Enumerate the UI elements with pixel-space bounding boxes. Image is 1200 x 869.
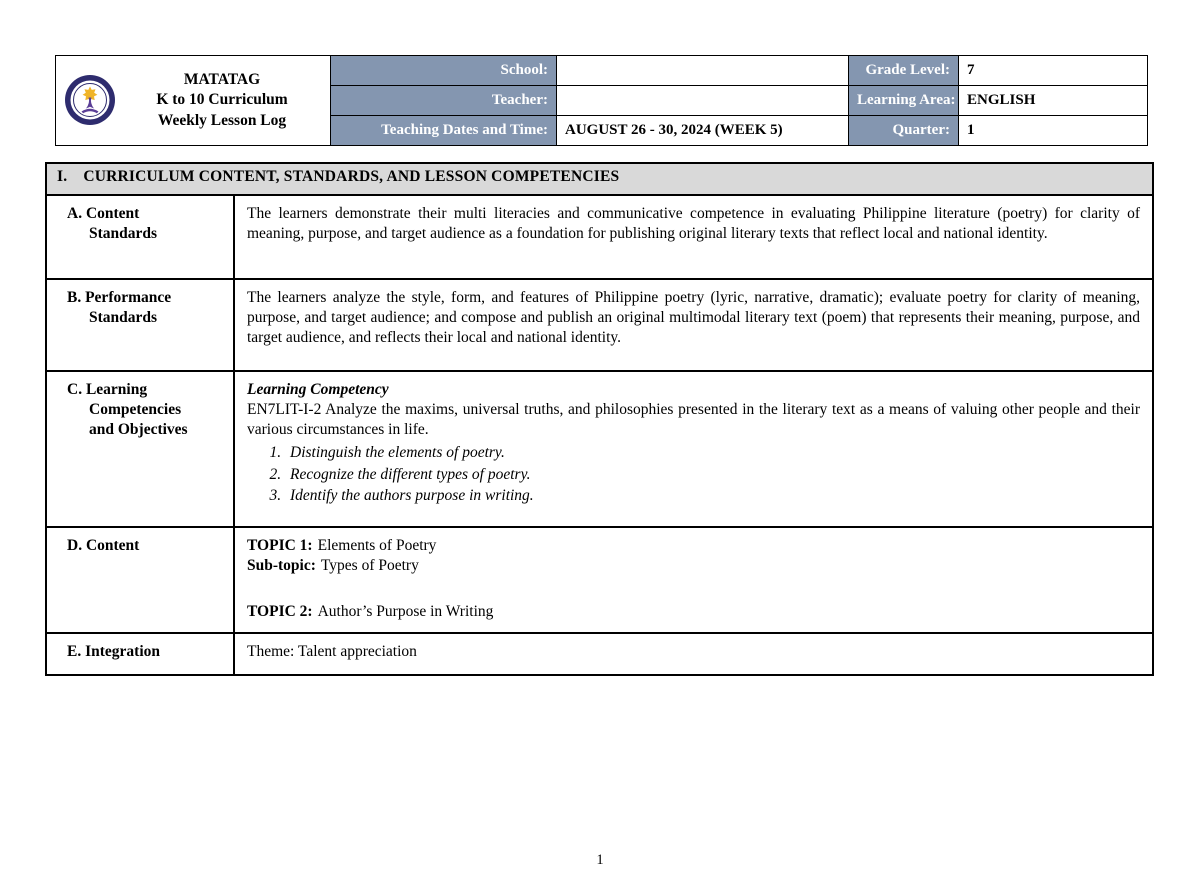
integration-body: Theme: Talent appreciation [234,633,1153,675]
row-learning-competencies [46,371,1153,527]
section-numeral: I. [57,168,68,185]
header-table [55,55,1148,146]
topic1-line [247,536,1140,556]
section-title-text: CURRICULUM CONTENT, STANDARDS, AND LESSON COMPETENCIES [83,168,620,185]
content-standards-label: A. Content Standards [46,195,234,279]
objective-item: 1. Distinguish the elements of poetry. [285,443,1140,463]
teaching-dates-label: Teaching Dates and Time: [331,116,557,146]
school-value [557,56,849,86]
subtopic-line [247,556,1140,576]
row-content [46,527,1153,633]
learning-area-value: ENGLISH [959,86,1148,116]
topic2-value: Author’s Purpose in Writing [317,603,494,621]
content-body [234,527,1153,633]
topic1-value: Elements of Poetry [317,537,437,554]
page-number: 1 [596,852,604,868]
topic2-label: TOPIC 2: [247,603,313,621]
header-row-school [56,56,1148,86]
topic1-label: TOPIC 1: [247,537,313,554]
quarter-label: Quarter: [849,116,959,146]
subtopic-value: Types of Poetry [320,557,419,575]
objective-item: 3. Identify the authors purpose in writing. [285,486,1140,506]
learning-competencies-body [234,371,1153,527]
performance-standards-body: The learners analyze the style, form, and features of Philippine poetry (lyric, narrative, dramatic); evaluate poetry for clarity of meaning, purpose, and target audience; and compose and publish an original multimodal literary text (poem) that represents their meaning, purpose, and target audience, and reflects their local and national identity. [234,279,1153,371]
brand-text [122,70,322,131]
section-header-row [46,163,1153,195]
learning-competencies-label: C. Learning Competencies and Objectives [46,371,234,527]
learning-competency-heading: Learning Competency [247,381,389,398]
quarter-value: 1 [959,116,1148,146]
row-content-standards [46,195,1153,279]
learning-area-label: Learning Area: [849,86,959,116]
teacher-value [557,86,849,116]
brand-doctype: Weekly Lesson Log [157,111,287,129]
learning-competency-text: EN7LIT-I-2 Analyze the maxims, universal truths, and philosophies presented in the literary text as a means of valuing other people and their various circumstances in life. [247,401,1141,439]
row-performance-standards [46,279,1153,371]
subtopic-label: Sub-topic: [247,557,316,575]
content-label: D. Content [46,527,234,633]
deped-seal-icon [64,74,116,126]
objective-item: 2. Recognize the different types of poetry. [285,465,1140,485]
brand-curriculum: K to 10 Curriculum [156,91,288,109]
performance-standards-label: B. Performance Standards [46,279,234,371]
teacher-label: Teacher: [331,86,557,116]
grade-level-label: Grade Level: [849,56,959,86]
curriculum-table [45,162,1154,676]
brand-cell [56,56,331,146]
objectives-list [257,443,1140,505]
row-integration [46,633,1153,675]
topic2-line [247,602,1140,622]
school-label: School: [331,56,557,86]
content-standards-body: The learners demonstrate their multi literacies and communicative competence in evaluating Philippine literature (poetry) for clarity of meaning, purpose, and target audience as a foundation for publishing original literary texts that reflect local and national identity. [234,195,1153,279]
brand-block [64,70,322,131]
integration-label: E. Integration [46,633,234,675]
section-title [46,163,1153,195]
brand-program: MATATAG [183,70,261,88]
teaching-dates-value: AUGUST 26 - 30, 2024 (WEEK 5) [557,116,849,146]
grade-level-value: 7 [959,56,1148,86]
